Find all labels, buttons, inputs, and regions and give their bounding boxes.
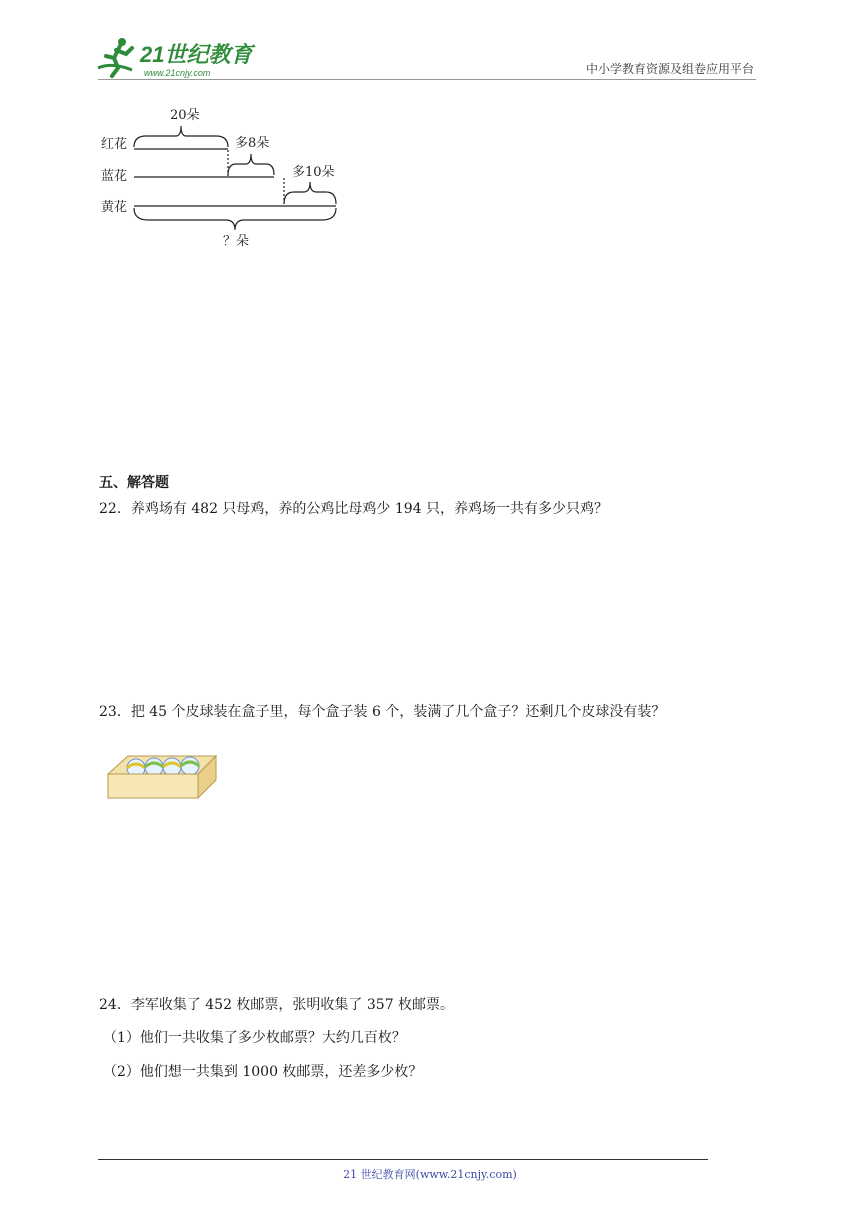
footer-link[interactable]: 21 世纪教育网(www.21cnjy.com) [343, 1168, 517, 1181]
label-blue-more: 多8朵 [235, 136, 270, 151]
total-brace [134, 208, 336, 230]
question-24: 24．李军收集了 452 枚邮票，张明收集了 357 枚邮票。 [99, 997, 455, 1013]
runner-icon [98, 38, 132, 76]
header-platform-text: 中小学教育资源及组卷应用平台 [585, 62, 754, 76]
label-total: ？朵 [223, 234, 250, 249]
ball-box-image [106, 752, 218, 800]
yellow-more-brace [284, 182, 336, 204]
flower-line-diagram [96, 100, 356, 252]
question-23: 23．把 45 个皮球装在盒子里，每个盒子装 6 个，装满了几个盒子？还剩几个皮球没有装？ [99, 704, 666, 720]
logo-text: 21世纪教育 [140, 42, 253, 67]
red-brace [134, 126, 228, 147]
section-title: 五、解答题 [99, 475, 169, 491]
label-yellow-more: 多10朵 [292, 165, 335, 180]
question-24-part-1: （1）他们一共收集了多少枚邮票？大约几百枚？ [103, 1030, 406, 1046]
label-red-count: 20朵 [170, 108, 200, 123]
question-22: 22．养鸡场有 482 只母鸡，养的公鸡比母鸡少 194 只，养鸡场一共有多少只鸡？ [99, 501, 609, 517]
blue-more-brace [228, 154, 274, 175]
row-label-yellow: 黄花 [101, 200, 128, 215]
footer-divider [98, 1159, 708, 1160]
logo-url: www.21cnjy.com [144, 68, 211, 78]
row-label-red: 红花 [101, 137, 128, 152]
site-logo [92, 34, 262, 80]
row-label-blue: 蓝花 [101, 169, 128, 184]
question-24-part-2: （2）他们想一共集到 1000 枚邮票，还差多少枚？ [103, 1064, 423, 1080]
header-divider [98, 79, 756, 80]
